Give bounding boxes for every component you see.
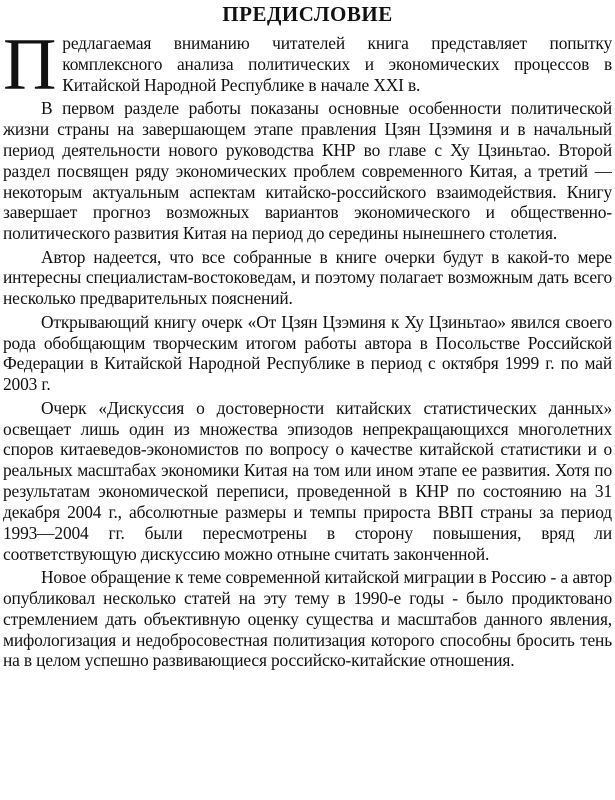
paragraph-3: Автор надеется, что все собранные в книге очерки будут в какой-то мере интересны специалистам-востоковедам, и поэтому полагает возможным дать всего несколько предварительных пояснений.: [3, 246, 612, 309]
paragraph-6: Новое обращение к теме современной китайской миграции в Россию - а автор опубликовал несколько статей на эту тему в 1990-е годы - было продиктовано стремлением дать объективную оценку существа и масштабов данного явления, мифологизация и недобросовестная политизация которого способны бросить тень на в целом успешно развивающиеся российско-китайские отношения.: [3, 567, 612, 671]
book-page: [3, 0, 612, 800]
paragraph-2: В первом разделе работы показаны основные особенности политической жизни страны на завершающем этапе правления Цзян Цзэминя и в начальный период деятельности нового руководства КНР во главе с Ху Цзиньтао. Второй раздел посвящен ряду экономических проблем современного Китая, а третий — некоторым актуальным аспектам китайско-российского взаимодействия. Книгу завершает прогноз возможных вариантов экономического и общественно-политического развития Китая на период до середины нынешнего столетия.: [3, 98, 612, 244]
paragraph-5: Очерк «Дискуссия о достоверности китайских статистических данных» освещает лишь один из множества эпизодов непрекращающихся многолетних споров китаеведов-экономистов по вопросу о качестве китайской статистики и о реальных масштабах экономики Китая на том или ином этапе ее развития. Хотя по результатам экономической переписи, проведенной в КНР по состоянию на 31 декабря 2004 г., абсолютные размеры и темпы прироста ВВП страны за период 1993—2004 гг. были пересмотрены в сторону повышения, вряд ли соответствующую дискуссию можно отныне считать законченной.: [3, 397, 612, 564]
drop-cap: П: [3, 24, 57, 106]
paragraph-1-text: редлагаемая вниманию читателей книга представляет попытку комплексного анализа политических и экономических процессов в Китайской Народной Республике в начале XXI в.: [62, 33, 612, 95]
preface-text: [3, 24, 612, 671]
page-title: ПРЕДИСЛОВИЕ: [222, 2, 393, 26]
paragraph-1: [3, 24, 612, 106]
paragraph-4: Открывающий книгу очерк «От Цзян Цзэминя к Ху Цзиньтао» явился своего рода обобщающим творческим итогом работы автора в Посольстве Российской Федерации в Китайской Народной Республике в период с октября 1999 г. по май 2003 г.: [3, 311, 612, 395]
